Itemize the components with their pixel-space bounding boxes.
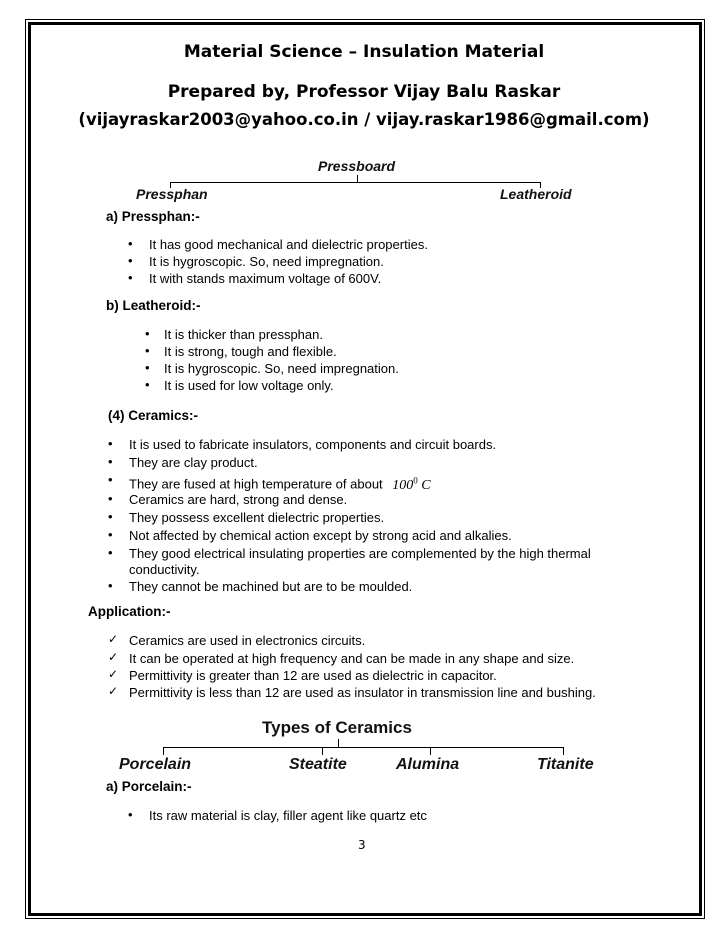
tree-branch-porcelain	[163, 747, 164, 755]
list-item: Its raw material is clay, filler agent like quartz etc	[149, 808, 427, 823]
tree-branch-line	[163, 747, 563, 748]
list-item: Permittivity is greater than 12 are used as dielectric in capacitor.	[129, 668, 497, 683]
tree-node-alumina: Alumina	[396, 756, 460, 773]
list-item: It is strong, tough and flexible.	[164, 344, 337, 359]
bullet-dot-icon: •	[128, 807, 133, 822]
temperature-formula	[392, 475, 431, 493]
bullet-dot-icon: •	[108, 472, 113, 487]
checkmark-icon: ✓	[108, 650, 119, 664]
temp-sup: 0	[413, 475, 418, 485]
bullet-dot-icon: •	[128, 253, 133, 268]
section-heading-pressphan: a) Pressphan:-	[106, 209, 200, 224]
bullet-dot-icon: •	[145, 326, 150, 341]
bullet-dot-icon: •	[108, 545, 113, 560]
document-title: Material Science – Insulation Material	[183, 42, 545, 62]
tree-root-types-of-ceramics: Types of Ceramics	[262, 718, 412, 737]
temp-unit: C	[421, 477, 431, 493]
bullet-dot-icon: •	[145, 360, 150, 375]
checkmark-icon: ✓	[108, 632, 119, 646]
list-item: They good electrical insulating properties are complemented by the high thermal	[129, 546, 591, 561]
author-line: Prepared by, Professor Vijay Balu Raskar	[167, 82, 561, 102]
list-item: They cannot be machined but are to be moulded.	[129, 579, 413, 594]
checkmark-icon: ✓	[108, 684, 119, 698]
bullet-dot-icon: •	[128, 236, 133, 251]
tree-branch-titanite	[563, 747, 564, 755]
list-item: It can be operated at high frequency and can be made in any shape and size.	[129, 651, 575, 666]
list-item-continuation: conductivity.	[129, 562, 200, 577]
list-item: It with stands maximum voltage of 600V.	[149, 271, 382, 286]
bullet-dot-icon: •	[108, 436, 113, 451]
bullet-dot-icon: •	[145, 377, 150, 392]
author-emails: (vijayraskar2003@yahoo.co.in / vijay.raskar1986@gmail.com)	[78, 110, 650, 129]
bullet-dot-icon: •	[108, 578, 113, 593]
list-item: It has good mechanical and dielectric properties.	[149, 237, 428, 252]
list-item: It is used for low voltage only.	[164, 378, 334, 393]
list-item: They possess excellent dielectric properties.	[129, 510, 385, 525]
bullet-dot-icon: •	[108, 491, 113, 506]
section-heading-ceramics: (4) Ceramics:-	[108, 408, 199, 423]
list-item-text: They are fused at high temperature of about	[129, 476, 383, 492]
tree-branch-line	[170, 182, 540, 183]
section-heading-leatheroid: b) Leatheroid:-	[106, 298, 201, 313]
tree-branch-alumina	[430, 747, 431, 755]
bullet-dot-icon: •	[108, 527, 113, 542]
tree-root-pressboard: Pressboard	[318, 158, 396, 174]
bullet-dot-icon: •	[145, 343, 150, 358]
tree-node-porcelain: Porcelain	[119, 756, 192, 773]
list-item: It is hygroscopic. So, need impregnation.	[164, 361, 399, 376]
list-item: Permittivity is less than 12 are used as insulator in transmission line and bushing.	[129, 685, 596, 700]
tree-branch-steatite	[322, 747, 323, 755]
bullet-dot-icon: •	[108, 454, 113, 469]
section-heading-porcelain: a) Porcelain:-	[106, 779, 192, 794]
tree-node-titanite: Titanite	[537, 756, 594, 773]
section-heading-application: Application:-	[88, 604, 171, 619]
list-item: They are clay product.	[129, 455, 258, 470]
list-item: Ceramics are hard, strong and dense.	[129, 492, 348, 507]
tree-node-steatite: Steatite	[289, 756, 347, 773]
tree-node-leatheroid: Leatheroid	[500, 186, 572, 202]
bullet-dot-icon: •	[128, 270, 133, 285]
bullet-dot-icon: •	[108, 509, 113, 524]
list-item: It is thicker than pressphan.	[164, 327, 323, 342]
list-item: Not affected by chemical action except by strong acid and alkalies.	[129, 528, 512, 543]
checkmark-icon: ✓	[108, 667, 119, 681]
temp-value: 100	[392, 477, 414, 493]
list-item: Ceramics are used in electronics circuits.	[129, 633, 366, 648]
page-number: 3	[358, 838, 366, 852]
list-item: It is used to fabricate insulators, components and circuit boards.	[129, 437, 497, 452]
list-item: It is hygroscopic. So, need impregnation.	[149, 254, 384, 269]
tree-node-pressphan: Pressphan	[136, 186, 208, 202]
